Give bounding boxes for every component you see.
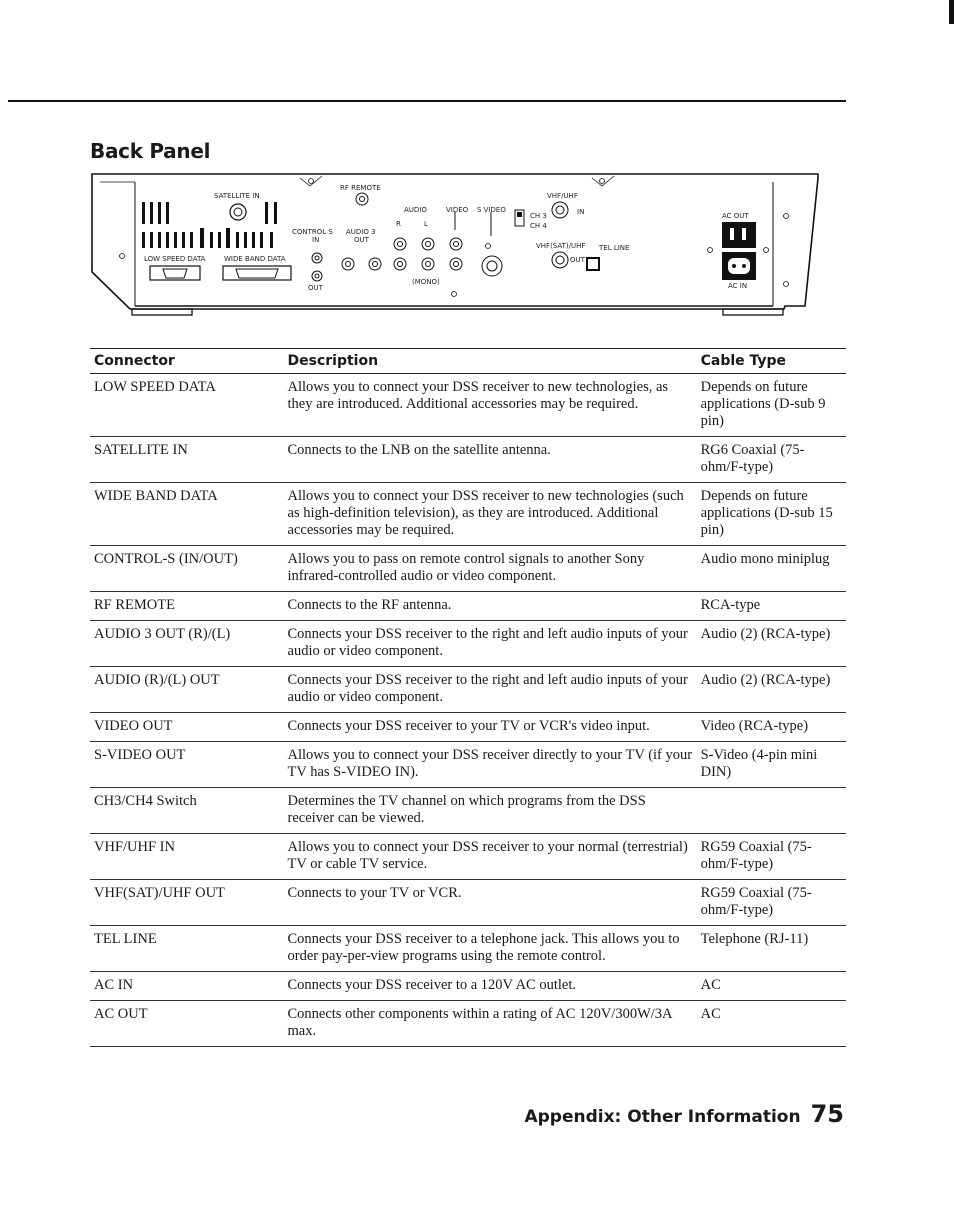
- label-wide-band-data: WIDE BAND DATA: [224, 255, 286, 263]
- description-cell: Connects to the RF antenna.: [284, 592, 697, 621]
- table-row: [90, 374, 846, 437]
- description-cell: Connects to the LNB on the satellite antenna.: [284, 437, 697, 483]
- description-cell: Connects your DSS receiver to a telephone jack. This allows you to order pay-per-view programs using the remote control.: [284, 926, 697, 972]
- label-ac-out: AC OUT: [722, 212, 749, 220]
- label-audio3: AUDIO 3: [346, 228, 376, 236]
- header-description: Description: [284, 349, 697, 374]
- label-control-out: OUT: [308, 284, 323, 292]
- label-rf-remote: RF REMOTE: [340, 184, 381, 192]
- cable-cell: RG59 Coaxial (75-ohm/F-type): [697, 880, 846, 926]
- label-satellite-in: SATELLITE IN: [214, 192, 260, 200]
- connector-cell: SATELLITE IN: [90, 437, 284, 483]
- connector-cell: VHF(SAT)/UHF OUT: [90, 880, 284, 926]
- table-row: [90, 592, 846, 621]
- connector-cell: S-VIDEO OUT: [90, 742, 284, 788]
- table-row: [90, 972, 846, 1001]
- label-audio: AUDIO: [404, 206, 427, 214]
- cable-cell: Audio (2) (RCA-type): [697, 667, 846, 713]
- label-video: VIDEO: [446, 206, 469, 214]
- cable-cell: RG6 Coaxial (75-ohm/F-type): [697, 437, 846, 483]
- label-r: R: [396, 220, 401, 228]
- label-tel-line: TEL LINE: [599, 244, 630, 252]
- label-vhf-out: OUT: [570, 256, 585, 264]
- description-cell: Allows you to pass on remote control signals to another Sony infrared-controlled audio or video component.: [284, 546, 697, 592]
- connector-cell: AUDIO 3 OUT (R)/(L): [90, 621, 284, 667]
- back-panel-diagram: [90, 172, 820, 320]
- connector-cell: VHF/UHF IN: [90, 834, 284, 880]
- label-vhf-sat-uhf: VHF(SAT)/UHF: [536, 242, 586, 250]
- cable-cell: RCA-type: [697, 592, 846, 621]
- connector-cell: TEL LINE: [90, 926, 284, 972]
- cable-cell: Audio (2) (RCA-type): [697, 621, 846, 667]
- description-cell: Allows you to connect your DSS receiver to new technologies, as they are introduced. Additional accessories may be required.: [284, 374, 697, 437]
- table-row: [90, 483, 846, 546]
- table-row: [90, 546, 846, 592]
- cable-cell: AC: [697, 972, 846, 1001]
- table-row: [90, 667, 846, 713]
- cable-cell: S-Video (4-pin mini DIN): [697, 742, 846, 788]
- label-control-in: IN: [312, 236, 320, 244]
- table-row: [90, 788, 846, 834]
- table-header-row: [90, 349, 846, 374]
- connector-cell: RF REMOTE: [90, 592, 284, 621]
- connector-cell: WIDE BAND DATA: [90, 483, 284, 546]
- label-low-speed-data: LOW SPEED DATA: [144, 255, 206, 263]
- connector-cell: AC OUT: [90, 1001, 284, 1047]
- table-row: [90, 621, 846, 667]
- label-vhf-uhf: VHF/UHF: [547, 192, 578, 200]
- footer-text: Appendix: Other Information: [524, 1107, 801, 1127]
- description-cell: Allows you to connect your DSS receiver to new technologies (such as high-definition television), as they are introduced. Additional accessories may be required.: [284, 483, 697, 546]
- section-title: Back Panel: [90, 139, 211, 163]
- page-edge-marker: [949, 0, 954, 24]
- label-control-s: CONTROL S: [292, 228, 333, 236]
- description-cell: Connects other components within a rating of AC 120V/300W/3A max.: [284, 1001, 697, 1047]
- table-row: [90, 834, 846, 880]
- connector-cell: CH3/CH4 Switch: [90, 788, 284, 834]
- description-cell: Connects to your TV or VCR.: [284, 880, 697, 926]
- page-number: 75: [810, 1100, 844, 1128]
- cable-cell: Telephone (RJ-11): [697, 926, 846, 972]
- header-connector: Connector: [90, 349, 284, 374]
- description-cell: Connects your DSS receiver to the right and left audio inputs of your audio or video component.: [284, 621, 697, 667]
- table-row: [90, 1001, 846, 1047]
- connector-cell: AUDIO (R)/(L) OUT: [90, 667, 284, 713]
- cable-cell: Depends on future applications (D-sub 9 pin): [697, 374, 846, 437]
- description-cell: Connects your DSS receiver to a 120V AC outlet.: [284, 972, 697, 1001]
- table-row: [90, 437, 846, 483]
- label-l: L: [424, 220, 428, 228]
- cable-cell: RG59 Coaxial (75-ohm/F-type): [697, 834, 846, 880]
- description-cell: Allows you to connect your DSS receiver directly to your TV (if your TV has S-VIDEO IN).: [284, 742, 697, 788]
- description-cell: Determines the TV channel on which programs from the DSS receiver can be viewed.: [284, 788, 697, 834]
- cable-cell: Video (RCA-type): [697, 713, 846, 742]
- connector-cell: CONTROL-S (IN/OUT): [90, 546, 284, 592]
- label-s-video: S VIDEO: [477, 206, 506, 214]
- label-ch4: CH 4: [530, 222, 547, 230]
- connector-cell: AC IN: [90, 972, 284, 1001]
- table-row: [90, 880, 846, 926]
- connector-table: [90, 348, 846, 1047]
- table-row: [90, 713, 846, 742]
- label-vhf-in: IN: [577, 208, 585, 216]
- cable-cell: AC: [697, 1001, 846, 1047]
- description-cell: Connects your DSS receiver to the right and left audio inputs of your audio or video component.: [284, 667, 697, 713]
- table-row: [90, 742, 846, 788]
- page-footer: [0, 1100, 844, 1128]
- label-audio3-out: OUT: [354, 236, 369, 244]
- label-mono: (MONO): [412, 278, 440, 286]
- description-cell: Connects your DSS receiver to your TV or VCR's video input.: [284, 713, 697, 742]
- connector-cell: VIDEO OUT: [90, 713, 284, 742]
- connector-cell: LOW SPEED DATA: [90, 374, 284, 437]
- top-rule: [8, 100, 846, 102]
- label-ch3: CH 3: [530, 212, 547, 220]
- table-row: [90, 926, 846, 972]
- label-ac-in: AC IN: [728, 282, 748, 290]
- cable-cell: [697, 788, 846, 834]
- header-cable-type: Cable Type: [697, 349, 846, 374]
- description-cell: Allows you to connect your DSS receiver to your normal (terrestrial) TV or cable TV service.: [284, 834, 697, 880]
- cable-cell: Audio mono miniplug: [697, 546, 846, 592]
- cable-cell: Depends on future applications (D-sub 15 pin): [697, 483, 846, 546]
